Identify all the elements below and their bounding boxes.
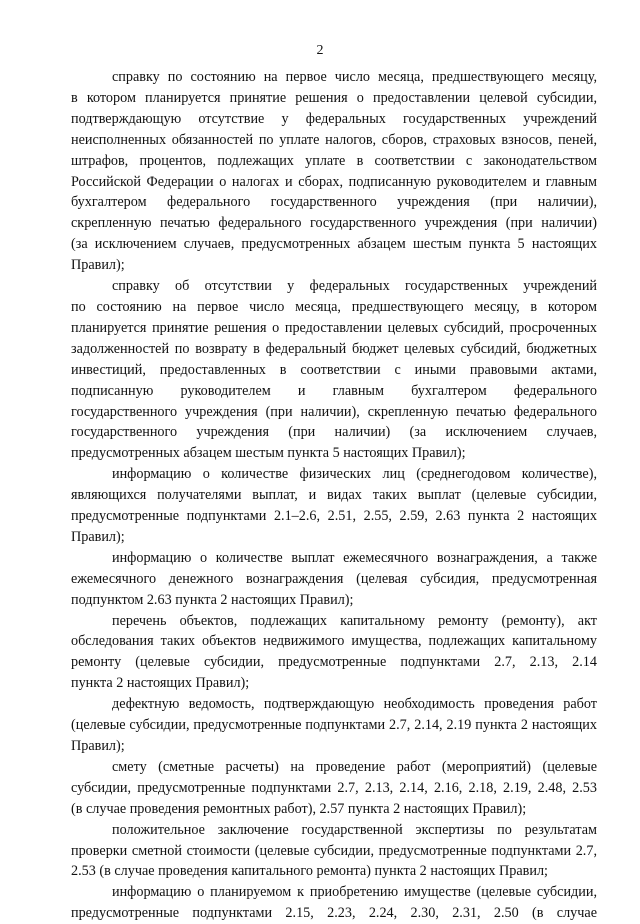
document-paragraph	[71, 464, 597, 548]
text-line: перечень объектов, подлежащих капитальному ремонту (ремонту), акт	[112, 612, 597, 629]
document-paragraph	[71, 757, 597, 820]
text-line: проверки сметной стоимости (целевые субсидии, предусмотренные подпунктами 2.7,	[71, 842, 597, 859]
text-line: справку по состоянию на первое число месяца, предшествующего месяцу,	[112, 69, 597, 85]
text-line: предусмотренные подпунктами 2.15, 2.23, 2.24, 2.30, 2.31, 2.50 (в случае	[71, 905, 597, 922]
text-line: субсидии, предусмотренные подпунктами 2.7, 2.13, 2.14, 2.16, 2.18, 2.19, 2.48, 2.53	[71, 779, 597, 796]
document-paragraph	[71, 882, 597, 924]
text-line: обследования таких объектов недвижимого имущества, подлежащих капитальному	[71, 633, 597, 650]
text-line: подписанную руководителем и главным бухгалтером федерального	[71, 382, 597, 399]
text-line: ежемесячного денежного вознаграждения (целевая субсидия, предусмотренная	[71, 570, 597, 587]
text-line: штрафов, процентов, подлежащих уплате в соответствии с законодательством	[71, 152, 597, 169]
text-line: информацию о количестве физических лиц (среднегодовом количестве),	[112, 466, 597, 483]
document-paragraph	[71, 67, 597, 276]
text-line: Правил);	[71, 528, 125, 545]
text-line: государственного учреждения (при наличии) (за исключением случаев,	[71, 424, 597, 441]
text-line: задолженностей по возврату в федеральный бюджет целевых субсидий, бюджетных	[71, 340, 597, 357]
text-line: государственного учреждения (при наличии), скрепленную печатью федерального	[71, 403, 597, 420]
text-line: Российской Федерации о налогах и сборах, подписанную руководителем и главным	[71, 173, 597, 190]
text-line: предусмотренных абзацем шестым пункта 5 настоящих Правил);	[71, 445, 466, 462]
text-line: (за исключением случаев, предусмотренных абзацем шестым пункта 5 настоящих	[71, 236, 597, 253]
text-line: Правил);	[71, 257, 125, 274]
text-line: подтверждающую отсутствие у федеральных государственных учреждений	[71, 110, 597, 127]
document-paragraph	[71, 694, 597, 757]
document-paragraph	[71, 611, 597, 695]
text-line: инвестиций, предоставленных в соответствии с иными правовыми актами,	[71, 361, 597, 378]
text-line: Правил);	[71, 738, 125, 754]
text-line: скрепленную печатью федерального государственного учреждения (при наличии)	[71, 215, 597, 232]
text-line: планируется принятие решения о предоставлении целевых субсидий, просроченных	[71, 319, 597, 336]
text-line: в котором планируется принятие решения о предоставлении целевой субсидии,	[71, 89, 597, 106]
text-line: 2.53 (в случае проведения капитального ремонта) пункта 2 настоящих Правил;	[71, 863, 548, 880]
text-line: по состоянию на первое число месяца, предшествующего месяцу, в котором	[71, 298, 597, 315]
text-line: ремонту (целевые субсидии, предусмотренные подпунктами 2.7, 2.13, 2.14	[71, 654, 597, 671]
text-line: бухгалтером федерального государственного учреждения (при наличии),	[71, 194, 597, 211]
text-line: информацию о планируемом к приобретению имуществе (целевые субсидии,	[112, 884, 597, 901]
text-line: являющихся получателями выплат, и видах таких выплат (целевые субсидии,	[71, 487, 597, 504]
text-line: смету (сметные расчеты) на проведение работ (мероприятий) (целевые	[112, 758, 597, 775]
text-line: справку об отсутствии у федеральных государственных учреждений	[112, 278, 597, 295]
document-body	[71, 67, 597, 924]
text-line: положительное заключение государственной экспертизы по результатам	[112, 821, 597, 838]
text-line: (целевые субсидии, предусмотренные подпунктами 2.7, 2.14, 2.19 пункта 2 настоящих	[71, 717, 597, 734]
text-line: предусмотренные подпунктами 2.1–2.6, 2.51, 2.55, 2.59, 2.63 пункта 2 настоящих	[71, 508, 597, 525]
text-line: неисполненных обязанностей по уплате налогов, сборов, страховых взносов, пеней,	[71, 131, 597, 148]
text-line: пункта 2 настоящих Правил);	[71, 675, 250, 692]
document-paragraph	[71, 548, 597, 611]
text-line: подпунктом 2.63 пункта 2 настоящих Правил);	[71, 591, 354, 608]
text-line: информацию о количестве выплат ежемесячного вознаграждения, а также	[112, 549, 597, 566]
page-number: 2	[316, 43, 324, 58]
text-line: (в случае проведения ремонтных работ), 2.57 пункта 2 настоящих Правил);	[71, 800, 527, 817]
document-paragraph	[71, 820, 597, 883]
text-line: дефектную ведомость, подтверждающую необходимость проведения работ	[112, 696, 597, 713]
document-paragraph	[71, 276, 597, 464]
